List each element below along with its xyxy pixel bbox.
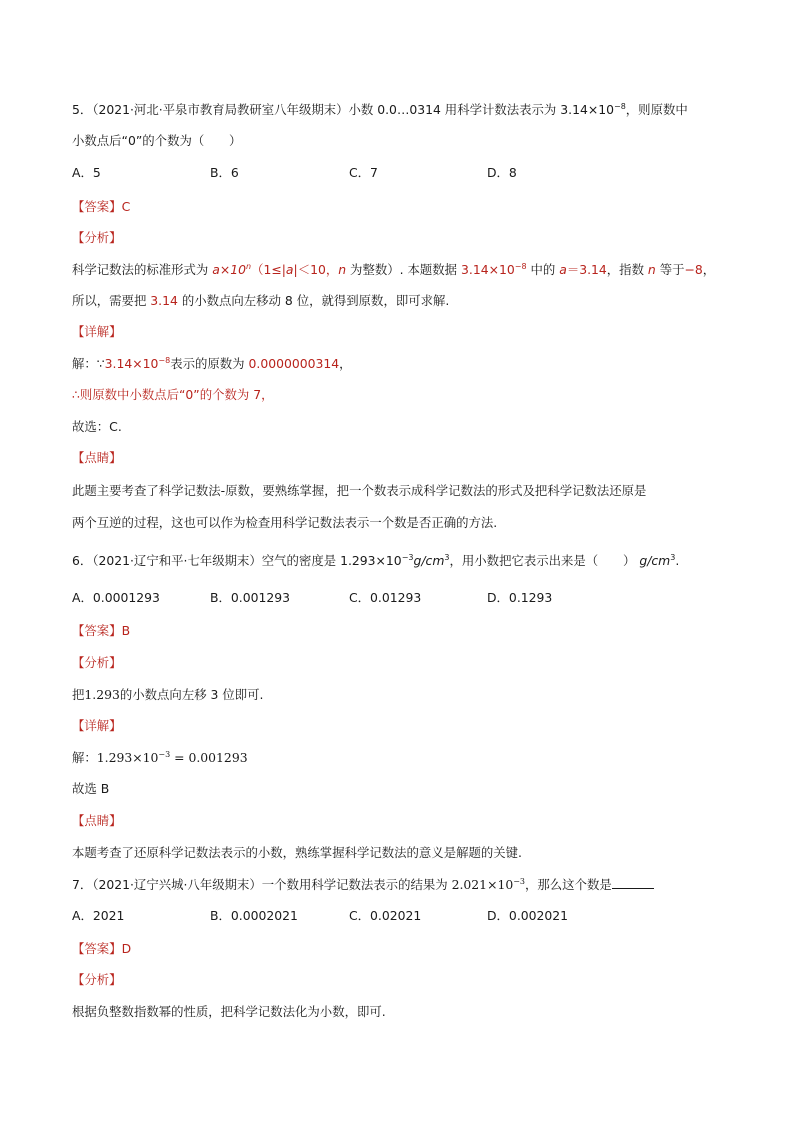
- text: 解：: [72, 750, 97, 765]
- exponent: −8: [614, 102, 626, 111]
- answer-label: 【答案】: [72, 941, 122, 956]
- text: ，那么这个数是: [525, 877, 612, 892]
- answer-label: 【答案】: [72, 199, 122, 214]
- q7-analysis-label: 【分析】: [72, 972, 122, 987]
- q7-answer: [72, 940, 131, 958]
- q5-comment-line-1: 此题主要考查了科学记数法-原数，要熟练掌握，把一个数表示成科学记数法的形式及把科学记数法还原是: [72, 483, 647, 498]
- q7-option-c: C．0.02021: [349, 908, 422, 923]
- math: a: [559, 262, 567, 277]
- answer-value: B: [121, 623, 131, 638]
- q6-stem: [72, 552, 679, 570]
- text: ，指数: [606, 262, 648, 277]
- q6-comment-line-1: 本题考查了还原科学记数法表示的小数，熟练掌握科学记数法的意义是解题的关键.: [72, 845, 523, 860]
- q6-answer: [72, 622, 130, 640]
- answer-blank: [612, 876, 654, 889]
- q5-stem-text-end: ，则原数中: [625, 102, 688, 117]
- q6-option-c: C．0.01293: [349, 590, 422, 605]
- q7-analysis-line-1: 根据负整数指数幂的性质，把科学记数法化为小数，即可.: [72, 1004, 386, 1019]
- math: = 0.001293: [170, 750, 248, 765]
- math: n: [647, 262, 656, 277]
- q6-option-a: A．0.0001293: [72, 590, 160, 605]
- text: 中的: [526, 262, 560, 277]
- text: 的小数点向左移 3 位即可.: [119, 687, 264, 702]
- text: 解：∵: [72, 356, 105, 371]
- math: 2.021×10: [451, 877, 514, 892]
- math: −8: [684, 262, 703, 277]
- math: 3.14×10: [461, 262, 515, 277]
- q5-option-c: C．7: [349, 165, 378, 180]
- exponent: −3: [513, 877, 526, 886]
- q5-detail-label: 【详解】: [72, 324, 122, 339]
- q5-stem-text: 5．（2021·河北·平泉市教育局教研室八年级期末）小数 0.0…0314 用科学计数法表示为 3.14×10: [72, 102, 614, 117]
- math: a: [285, 262, 294, 277]
- q6-option-b: B．0.001293: [210, 590, 291, 605]
- text: 所以，需要把: [72, 293, 151, 308]
- text: 科学记数法的标准形式为: [72, 262, 213, 277]
- math: |＜10，: [293, 262, 339, 277]
- math: （1≤|: [251, 262, 286, 277]
- answer-label: 【答案】: [72, 623, 122, 638]
- q5-option-b: B．6: [210, 165, 239, 180]
- math: 3.14×10: [104, 356, 159, 371]
- q6-option-d: D．0.1293: [487, 590, 553, 605]
- q5-option-a: A．5: [72, 165, 101, 180]
- answer-value: C: [121, 199, 131, 214]
- exponent: −8: [158, 356, 171, 365]
- unit: g/cm: [413, 553, 445, 568]
- exponent: 3: [444, 553, 450, 562]
- text: ，: [702, 262, 716, 277]
- exponent: 3: [670, 553, 676, 562]
- q5-comment-label: 【点睛】: [72, 450, 122, 465]
- q7-option-a: A．2021: [72, 908, 125, 923]
- math: 0.0000000314: [248, 356, 340, 371]
- text: .: [675, 553, 680, 568]
- text: 为整数）. 本题数据: [346, 262, 461, 277]
- q5-stem-line-2: 小数点后“0”的个数为（ ）: [72, 133, 242, 148]
- exponent: −3: [158, 750, 171, 759]
- text: ，用小数把它表示出来是（ ）: [449, 553, 636, 568]
- q6-analysis-line: [72, 686, 263, 704]
- q5-comment-line-2: 两个互逆的过程，这也可以作为检查用科学记数法表示一个数是否正确的方法.: [72, 515, 498, 530]
- text: ，: [339, 356, 352, 371]
- text: 表示的原数为: [170, 356, 249, 371]
- q6-analysis-label: 【分析】: [72, 655, 122, 670]
- exponent: −8: [514, 262, 527, 271]
- answer-value: D: [121, 941, 132, 956]
- text: 等于: [655, 262, 685, 277]
- q5-analysis-line-2: [72, 292, 449, 310]
- text: 7．（2021·辽宁兴城·八年级期末）一个数用科学记数法表示的结果为: [72, 877, 452, 892]
- text: 把: [72, 687, 85, 702]
- q7-option-d: D．0.002021: [487, 908, 569, 923]
- math: ＝3.14: [566, 262, 607, 277]
- q5-option-d: D．8: [487, 165, 517, 180]
- q5-answer: [72, 198, 130, 216]
- q5-detail-line-3: 故选：C.: [72, 419, 122, 434]
- q7-option-b: B．0.0002021: [210, 908, 298, 923]
- q5-stem-line-1: [72, 101, 688, 119]
- q6-comment-label: 【点睛】: [72, 813, 122, 828]
- math: 1.293×10: [96, 750, 159, 765]
- math: 3.14: [150, 293, 178, 308]
- math: a×10: [212, 262, 246, 277]
- q5-analysis-label: 【分析】: [72, 230, 122, 245]
- q5-detail-line-2: ∴则原数中小数点后“0”的个数为 7，: [72, 387, 274, 402]
- q6-detail-label: 【详解】: [72, 718, 122, 733]
- math: 1.293: [84, 687, 120, 702]
- unit: g/cm: [639, 553, 671, 568]
- q6-detail-line-1: [72, 749, 248, 767]
- exponent: −3: [401, 553, 414, 562]
- math: n: [338, 262, 347, 277]
- q5-analysis-line-1: [72, 261, 715, 279]
- text: 6．（2021·辽宁和平·七年级期末）空气的密度是 1.293×10: [72, 553, 402, 568]
- text: 的小数点向左移动 8 位，就得到原数，即可求解.: [177, 293, 450, 308]
- q6-detail-line-2: 故选 B: [72, 781, 110, 796]
- exponent: n: [246, 262, 252, 271]
- q5-detail-line-1: [72, 355, 352, 373]
- q7-stem: [72, 876, 654, 894]
